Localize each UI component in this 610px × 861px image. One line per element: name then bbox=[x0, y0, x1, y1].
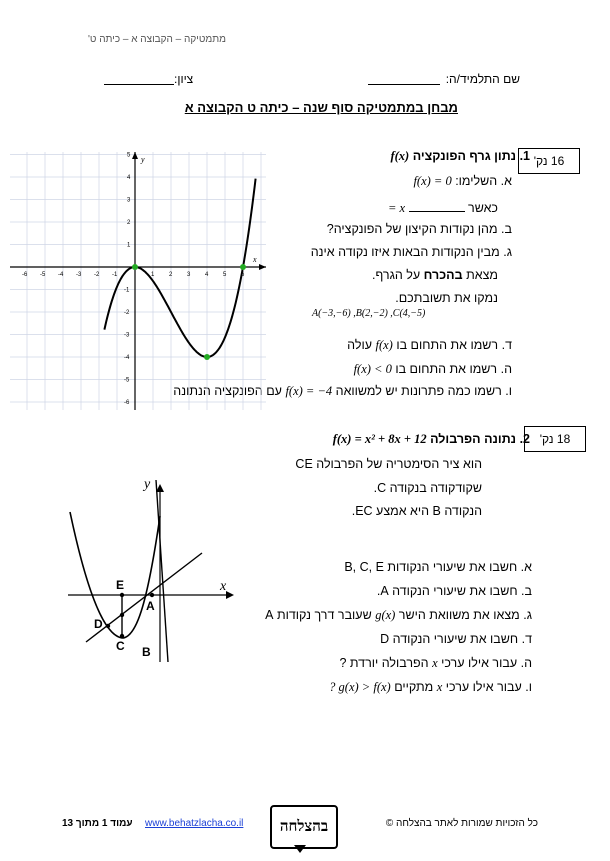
q2-item-math: g(x) bbox=[375, 608, 396, 622]
y-axis-label: y bbox=[141, 155, 145, 164]
q1-item-text: רשמו כמה פתרונות יש למשוואה bbox=[335, 384, 502, 398]
q2-item-letter: ג. bbox=[523, 608, 532, 622]
q2-item-e bbox=[339, 656, 532, 671]
q2-item-math: x bbox=[436, 680, 443, 694]
header-subject: מתמטיקה – הקבוצה א – כיתה ט' bbox=[88, 34, 227, 45]
y-tick-label: -2 bbox=[124, 310, 130, 316]
q1-item-b bbox=[327, 222, 512, 236]
q2-item-text: עבור אילו ערכי bbox=[441, 656, 518, 670]
label-A: A bbox=[146, 599, 155, 613]
q1-points: 16 נק' bbox=[533, 154, 565, 168]
q2-item-letter: ד. bbox=[521, 632, 532, 646]
diagram-x-arrow bbox=[226, 591, 234, 599]
q2-item-letter: א. bbox=[520, 560, 532, 574]
q1-item-text: מצאת bbox=[466, 268, 498, 282]
x-tick-label: -6 bbox=[22, 272, 28, 278]
x-tick-labels bbox=[22, 272, 245, 278]
x-tick-label: -4 bbox=[58, 272, 64, 278]
q2-title: נתונה הפרבולה bbox=[430, 432, 517, 446]
q1-item-text: מהן נקודות הקיצון של הפונקציה? bbox=[326, 222, 498, 236]
x-tick-label: 5 bbox=[223, 272, 227, 278]
q1-item-text: על הגרף. bbox=[372, 268, 421, 282]
label-D: D bbox=[94, 617, 103, 631]
q1-item-text: רשמו את התחום בו bbox=[396, 338, 499, 352]
q2-points: 18 נק' bbox=[539, 432, 571, 446]
q2-item-math: g(x) > f(x) ? bbox=[329, 680, 391, 694]
x-axis-arrow bbox=[259, 264, 266, 270]
q1-item-text-bold: בהכרח bbox=[423, 268, 463, 282]
q2-item-text: חשבו את שיעורי הנקודות B, C, E bbox=[344, 560, 518, 574]
q2-item-d bbox=[380, 632, 532, 646]
q2-intro-1: CE הוא ציר הסימטריה של הפרבולה bbox=[295, 457, 482, 471]
point-B bbox=[120, 613, 124, 617]
q1-item-letter: ה. bbox=[500, 362, 512, 376]
y-tick-label: -6 bbox=[124, 400, 130, 406]
label-C: C bbox=[116, 639, 125, 653]
q1-title-math: f(x) bbox=[390, 149, 410, 163]
label-y: y bbox=[144, 477, 151, 492]
x-tick-label: 3 bbox=[187, 272, 191, 278]
x-axis-label: x bbox=[253, 255, 257, 264]
q2-parabola-diagram bbox=[62, 476, 238, 664]
q2-points-box bbox=[524, 426, 586, 452]
point-D bbox=[106, 624, 110, 628]
q2-intro-3: הנקודה B היא אמצע EC. bbox=[351, 504, 482, 518]
x-tick-label: 6 bbox=[241, 272, 245, 278]
q1-item-math: x = bbox=[387, 201, 406, 215]
q2-item-text: עבור אילו ערכי bbox=[445, 680, 522, 694]
y-tick-label: 2 bbox=[127, 220, 131, 226]
q1-answer-blank[interactable] bbox=[409, 199, 465, 212]
x-tick-label: -2 bbox=[94, 272, 100, 278]
point-E bbox=[120, 593, 124, 597]
q1-item-text: רשמו את התחום בו bbox=[395, 362, 498, 376]
grade-field[interactable] bbox=[104, 72, 174, 85]
q1-item-math: f(x) = −4 bbox=[285, 384, 333, 398]
q2-item-letter: ו. bbox=[525, 680, 532, 694]
y-tick-label: -5 bbox=[124, 377, 130, 384]
q1-item-letter: ו. bbox=[505, 384, 512, 398]
graph-grid bbox=[10, 152, 266, 410]
q1-header bbox=[390, 149, 530, 164]
y-tick-label: 1 bbox=[127, 242, 131, 249]
q1-item-text: עולה bbox=[347, 338, 372, 352]
label-B: B bbox=[142, 645, 151, 659]
q2-item-c bbox=[265, 608, 532, 623]
x-tick-label: 4 bbox=[205, 272, 209, 278]
label-E: E bbox=[116, 578, 125, 592]
label-x: x bbox=[220, 579, 227, 594]
exam-title: מבחן במתמטיקה סוף שנה – כיתה ט הקבוצה א bbox=[184, 100, 458, 115]
footer-page-info: עמוד 1 מתוך 13 bbox=[62, 818, 133, 829]
q2-number: 2. bbox=[519, 432, 530, 446]
q2-item-letter: ה. bbox=[520, 656, 532, 670]
q2-title-math: f(x) = x² + 8x + 12 bbox=[332, 432, 427, 446]
logo-tail-icon bbox=[294, 845, 306, 853]
y-tick-label: 5 bbox=[127, 152, 131, 159]
q2-item-text: שעובר דרך נקודות A bbox=[265, 608, 372, 622]
q1-item-math: f(x) = 0 bbox=[413, 174, 452, 188]
q1-title: נתון גרף הפונקציה bbox=[412, 149, 517, 163]
steep-line bbox=[156, 480, 168, 662]
q2-item-text: מצאו את משוואת הישר bbox=[398, 608, 520, 622]
q2-item-text: חשבו את שיעורי הנקודה D bbox=[380, 632, 519, 646]
q1-item-letter: ב. bbox=[501, 222, 512, 236]
y-tick-label: -4 bbox=[124, 355, 130, 361]
q1-number: 1. bbox=[519, 149, 530, 163]
y-tick-label: -3 bbox=[124, 332, 130, 339]
x-tick-label: -5 bbox=[40, 272, 46, 278]
q1-item-letter: ג. bbox=[503, 245, 512, 259]
y-axis-arrow bbox=[132, 152, 138, 159]
q1-item-text: מבין הנקודות הבאות איזו נקודה אינה bbox=[310, 245, 500, 259]
q2-item-text: מתקיים bbox=[394, 680, 434, 694]
student-name-field[interactable] bbox=[368, 72, 440, 85]
q2-intro-2: שקודקודה בנקודה C. bbox=[373, 481, 482, 495]
q1-item-c bbox=[311, 245, 512, 259]
footer-copyright: כל הזכויות שמורות לאתר בהצלחה © bbox=[385, 818, 538, 829]
point-A bbox=[150, 593, 154, 597]
q1-item-c-points: A(−3,−6) ,B(2,−2) ,C(4,−5) bbox=[312, 308, 426, 319]
function-curve bbox=[104, 179, 255, 357]
student-name-label: שם התלמיד/ה: bbox=[445, 72, 520, 86]
q1-item-letter: א. bbox=[500, 174, 512, 188]
q1-item-a-answer bbox=[388, 199, 498, 216]
q2-item-math: x bbox=[432, 656, 438, 670]
root-point-origin bbox=[132, 264, 138, 270]
footer-website-link[interactable]: www.behatzlacha.co.il bbox=[145, 818, 244, 829]
x-tick-label: -1 bbox=[112, 272, 118, 278]
q1-item-text: עם הפונקציה הנתונה bbox=[173, 384, 282, 398]
minimum-point bbox=[204, 354, 210, 360]
q1-item-math: f(x) < 0 bbox=[353, 362, 392, 376]
x-tick-label: 2 bbox=[169, 272, 173, 278]
q2-header bbox=[333, 432, 530, 447]
root-point-six bbox=[240, 264, 246, 270]
footer-logo bbox=[270, 805, 338, 849]
q1-item-letter: ד. bbox=[501, 338, 512, 352]
x-tick-label: -3 bbox=[76, 272, 82, 278]
x-tick-label: 1 bbox=[151, 272, 155, 278]
line-g bbox=[86, 553, 202, 642]
q2-item-f bbox=[329, 680, 532, 695]
q1-item-text: השלימו: bbox=[455, 174, 498, 188]
logo-text: בהצלחה bbox=[279, 818, 329, 835]
q2-item-text: חשבו את שיעורי הנקודה A. bbox=[376, 584, 518, 598]
q1-item-math: f(x) bbox=[375, 338, 393, 352]
q2-item-letter: ב. bbox=[521, 584, 532, 598]
q1-function-graph bbox=[10, 152, 266, 410]
q1-item-text: כאשר bbox=[468, 201, 498, 215]
q1-item-e bbox=[354, 362, 512, 377]
y-tick-label: 4 bbox=[127, 175, 131, 181]
grade-label: ציון: bbox=[174, 72, 194, 86]
y-tick-label: -1 bbox=[124, 287, 130, 294]
y-tick-labels bbox=[124, 153, 131, 407]
q1-item-c-line2 bbox=[372, 268, 498, 282]
q1-item-d bbox=[347, 338, 512, 353]
q1-item-c-line3 bbox=[395, 291, 498, 305]
q2-item-b bbox=[377, 584, 532, 598]
q2-item-a bbox=[344, 560, 532, 574]
q1-item-text: נמקו את תשובתכם. bbox=[395, 291, 498, 305]
q1-item-a bbox=[413, 174, 512, 189]
point-C bbox=[120, 634, 124, 638]
y-tick-label: 3 bbox=[127, 197, 131, 204]
q2-item-text: הפרבולה יורדת ? bbox=[339, 656, 429, 670]
